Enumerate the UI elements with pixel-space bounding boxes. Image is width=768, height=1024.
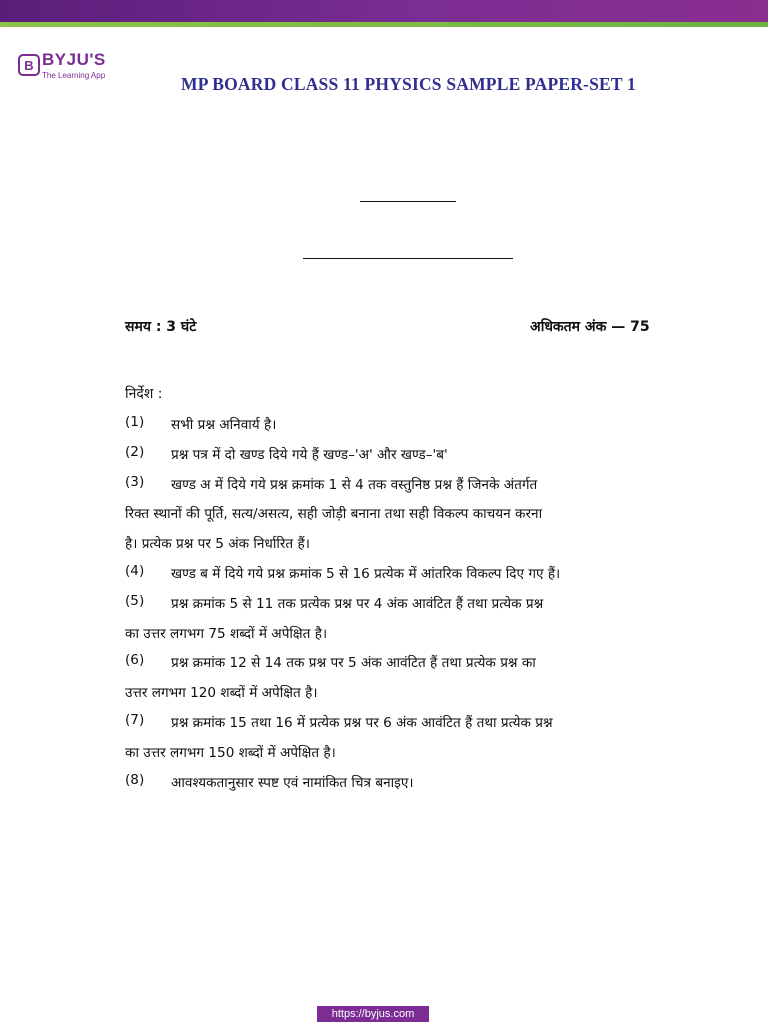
- blank-rule-long: [303, 258, 513, 259]
- header-band: [0, 0, 768, 22]
- instruction-line: उत्तर लगभग 120 शब्दों में अपेक्षित है।: [125, 685, 318, 702]
- instruction-line: प्रश्न क्रमांक 12 से 14 तक प्रश्न पर 5 अंक आवंटित हैं तथा प्रत्येक प्रश्न का: [171, 655, 536, 672]
- instruction-line: है। प्रत्येक प्रश्न पर 5 अंक निर्धारित हैं।: [125, 536, 310, 553]
- blank-rule-short: [360, 201, 456, 202]
- instruction-number: (3): [125, 473, 145, 490]
- instruction-line: प्रश्न क्रमांक 15 तथा 16 में प्रत्येक प्रश्न पर 6 अंक आवंटित हैं तथा प्रत्येक प्रश्न: [171, 715, 553, 731]
- instruction-line: रिक्त स्थानों की पूर्ति, सत्य/असत्य, सही जोड़ी बनाना तथा सही विकल्प काचयन करना: [125, 506, 543, 523]
- instruction-line: का उत्तर लगभग 150 शब्दों में अपेक्षित है।: [125, 744, 336, 761]
- header-accent-stripe: [0, 22, 768, 27]
- instruction-number: (5): [125, 592, 145, 609]
- brand-logo-icon: B: [18, 54, 40, 76]
- instruction-number: (4): [125, 563, 145, 579]
- brand-logo-text: [42, 50, 106, 80]
- instruction-number: (7): [125, 712, 145, 728]
- instruction-line: प्रश्न पत्र में दो खण्ड दिये गये हैं खण्ड–'अ' और खण्ड–'ब': [171, 446, 448, 463]
- instruction-line: प्रश्न क्रमांक 5 से 11 तक प्रत्येक प्रश्न पर 4 अंक आवंटित हैं तथा प्रत्येक प्रश्न: [171, 595, 544, 612]
- instruction-line: आवश्यकतानुसार स्पष्ट एवं नामांकित चित्र बनाइए।: [171, 774, 414, 791]
- instruction-line: का उत्तर लगभग 75 शब्दों में अपेक्षित है।: [125, 625, 328, 642]
- footer-link[interactable]: https://byjus.com: [317, 1006, 429, 1022]
- page-title: MP BOARD CLASS 11 PHYSICS SAMPLE PAPER-SET 1: [181, 74, 636, 94]
- instruction-line: खण्ड ब में दिये गये प्रश्न क्रमांक 5 से 16 प्रत्येक में आंतरिक विकल्प दिए गए हैं।: [171, 566, 561, 582]
- time-allowed: समय : 3 घंटे: [125, 319, 197, 335]
- max-marks: अधिकतम अंक — 75: [530, 319, 650, 335]
- instructions-heading: निर्देश :: [125, 386, 163, 402]
- brand-name: BYJU'S: [42, 50, 106, 69]
- instruction-number: (2): [125, 443, 145, 460]
- instruction-line: खण्ड अ में दिये गये प्रश्न क्रमांक 1 से 4 तक वस्तुनिष्ठ प्रश्न हैं जिनके अंतर्गत: [171, 476, 538, 493]
- instruction-number: (1): [125, 414, 145, 430]
- instruction-number: (8): [125, 771, 145, 788]
- brand-logo: [18, 50, 106, 80]
- instruction-number: (6): [125, 652, 145, 669]
- brand-tagline: The Learning App: [42, 71, 106, 80]
- instruction-line: सभी प्रश्न अनिवार्य है।: [171, 417, 277, 433]
